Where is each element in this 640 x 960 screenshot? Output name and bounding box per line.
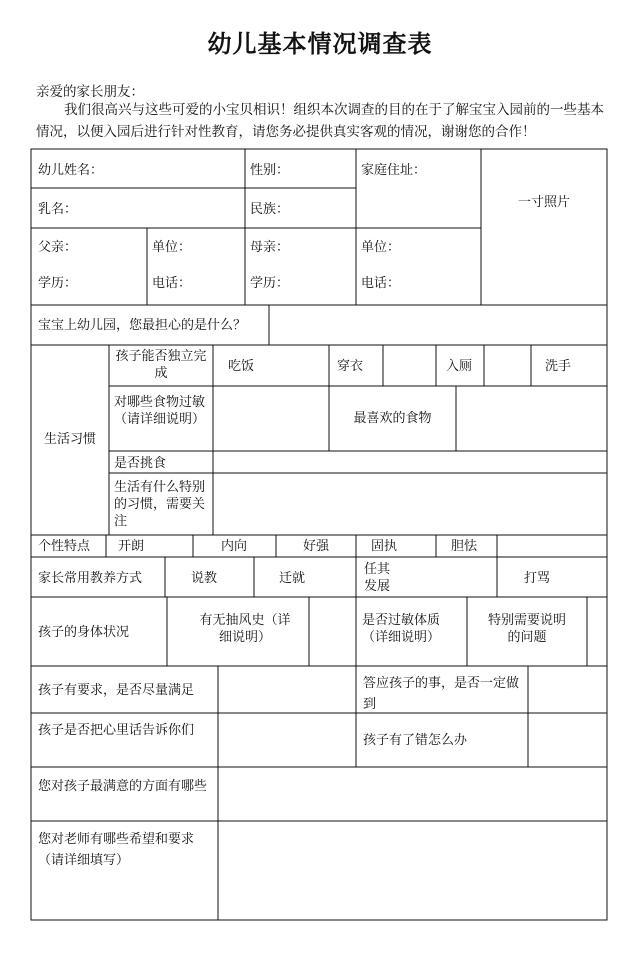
- mother-label: 母亲：: [250, 240, 290, 255]
- worry-question: 宝宝上幼儿园，您最担心的是什么？: [38, 318, 247, 333]
- parenting-option-indulging: 迁就: [279, 571, 306, 586]
- photo-placeholder: 一寸照片: [517, 195, 570, 210]
- personality-option-competitive: 好强: [303, 539, 330, 554]
- personality-option-cheerful: 开朗: [118, 539, 145, 554]
- independent-label: 孩子能否独立完成: [115, 349, 207, 381]
- form-title: 幼儿基本情况调查表: [207, 29, 433, 58]
- favorite-food-label: 最喜欢的食物: [353, 411, 432, 426]
- confide-question: 孩子是否把心里话告诉你们: [38, 723, 195, 738]
- parenting-style-label: 家长常用教养方式: [38, 571, 143, 586]
- teacher-hopes-question: 您对老师有哪些希望和要求（请详细填写）: [38, 832, 195, 868]
- picky-eater-label: 是否挑食: [114, 456, 167, 471]
- parenting-option-lecturing: 说教: [191, 571, 218, 586]
- father-education-label: 学历：: [38, 276, 78, 291]
- address-label: 家庭住址：: [361, 163, 427, 178]
- mother-education-label: 学历：: [250, 276, 290, 291]
- mother-phone-label: 电话：: [361, 276, 401, 291]
- dress-label: 穿衣: [337, 359, 364, 374]
- father-phone-label: 电话：: [152, 276, 192, 291]
- keep-promises-question: 答应孩子的事，是否一定做到: [363, 676, 520, 712]
- satisfy-requests-question: 孩子有要求，是否尽量满足: [38, 683, 195, 698]
- mother-unit-label: 单位：: [361, 240, 401, 255]
- allergy-food-label: 对哪些食物过敏（请详细说明）: [114, 395, 206, 427]
- personality-option-introverted: 内向: [221, 539, 248, 554]
- nickname-label: 乳名：: [38, 202, 78, 217]
- child-name-label: 幼儿姓名：: [38, 163, 104, 178]
- personality-option-timid: 胆怯: [451, 539, 478, 554]
- eat-label: 吃饭: [228, 359, 255, 374]
- special-habits-label: 生活有什么特别的习惯，需要关注: [114, 480, 206, 529]
- father-unit-label: 单位：: [152, 240, 192, 255]
- allergy-constitution-label: 是否过敏体质（详细说明）: [362, 613, 441, 645]
- special-issues-label: 特别需要说明的问题: [487, 613, 566, 645]
- father-label: 父亲：: [38, 240, 78, 255]
- gender-label: 性别：: [250, 163, 290, 178]
- parenting-option-laissez-faire: 任其发展: [364, 562, 391, 594]
- toilet-label: 入厕: [446, 359, 473, 374]
- parenting-option-punishing: 打骂: [524, 571, 551, 586]
- habits-section-label: 生活习惯: [43, 432, 96, 447]
- most-satisfied-question: 您对孩子最满意的方面有哪些: [38, 779, 208, 794]
- health-label: 孩子的身体状况: [38, 625, 130, 640]
- personality-label: 个性特点: [38, 539, 91, 554]
- intro-paragraph: 我们很高兴与这些可爱的小宝贝相识！组织本次调查的目的在于了解宝宝入园前的一些基本情况，以便入园后进行针对性教育，请您务必提供真实客观的情况，谢谢您的合作！: [36, 102, 604, 140]
- mistake-handling-question: 孩子有了错怎么办: [363, 733, 468, 748]
- personality-option-stubborn: 固执: [371, 539, 398, 554]
- convulsion-history-label: 有无抽风史（详细说明）: [199, 613, 291, 645]
- wash-label: 洗手: [545, 359, 572, 374]
- ethnicity-label: 民族：: [250, 202, 290, 217]
- greeting: 亲爱的家长朋友：: [36, 84, 144, 100]
